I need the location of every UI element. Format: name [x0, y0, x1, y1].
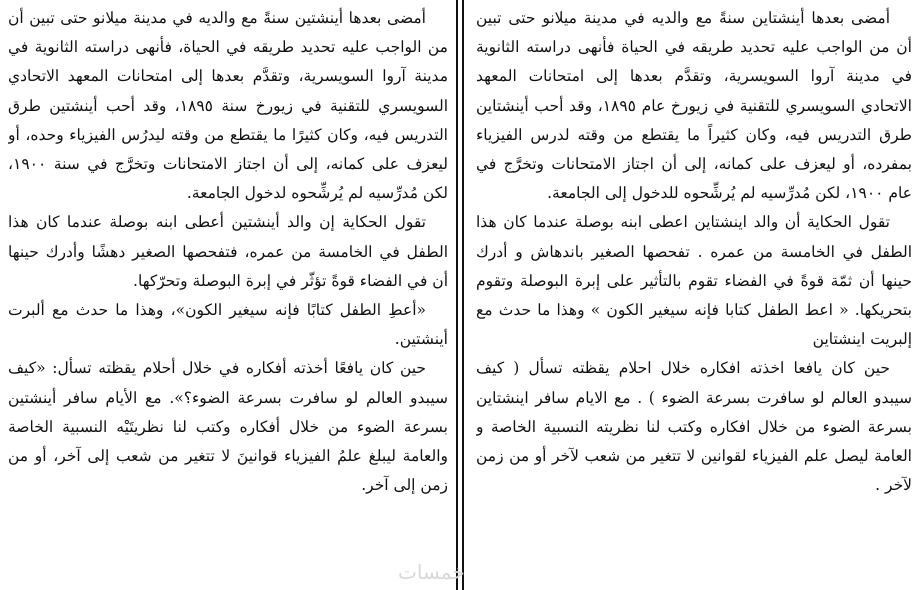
- left-paragraph-4: حين كان يافعًا أخذته أفكاره في خلال أحلام يقظته تسأل: «كيف سيبدو العالم لو سافرت بسرعة الضوء؟». مع الأيام سافر أينشتين بسرعة الضوء من خلال أفكاره وكتب لنا نظريتَيْه النسبية الخاصة والعامة ليبلغ علمُ الفيزياء قوانينَ لا تتغير من شعب إلى آخر، أو من زمن إلى آخر.: [8, 359, 448, 495]
- column-divider-left: [456, 0, 458, 590]
- right-text-column: [476, 4, 912, 590]
- right-paragraph-1: أمضى بعدها أينشتاين سنةً مع والديه في مدينة ميلانو حتى تبين أن من الواجب عليه تحديد طريقه في الحياة فأنهى دراسته الثانوية في مدينة آروا السويسرية، وتقدَّم بعدها إلى امتحانات المعهد الاتحادي السويسري للتقنية في زيورخ عام ١٨٩٥، وقد أحب أينشتاين طرق التدريس فيه، وكان كثيراً ما يقتطع من وقته لدرس الفيزياء بمفرده، أو ليعزف على كمانه، إلى أن اجتاز الامتحانات وتخرَّج في عام ١٩٠٠، لكن مُدرِّسيه لم يُرشِّحوه للدخول إلى الجامعة.: [476, 9, 912, 203]
- left-text-column: [8, 4, 448, 590]
- right-paragraph-3: حين كان يافعا اخذته افكاره خلال احلام يقظته تسأل ( كيف سيبدو العالم لو سافرت بسرعة الضوء ) . مع الايام سافر اينشتاين بسرعة الضوء من خلال افكاره وكتب لنا نظريته النسبية الخاصة و العامة ليصل علم الفيزياء لقوانين لا تتغير من شعب لآخر أو من زمن لآخر .: [476, 359, 912, 495]
- watermark-logo: خمسات: [398, 560, 465, 584]
- left-paragraph-3: «أعطِ الطفل كتابًا فإنه سيغير الكون»، وهذا ما حدث مع ألبرت أينشتين.: [8, 301, 448, 349]
- left-paragraph-1: أمضى بعدها أينشتين سنةً مع والديه في مدينة ميلانو حتى تبين أن من الواجب عليه تحديد طريقه في الحياة، فأنهى دراسته الثانوية في مدينة آروا السويسرية، وتقدَّم بعدها إلى امتحانات المعهد الاتحادي السويسري للتقنية في زيورخ سنة ١٨٩٥، وقد أحب أينشتين طرق التدريس فيه، وكان كثيرًا ما يقتطع من وقته ليدرُس الفيزياء وحده، أو ليعزف على كمانه، إلى أن اجتاز الامتحانات وتخرَّج في سنة ١٩٠٠، لكن مُدرِّسيه لم يُرشِّحوه لدخول الجامعة.: [8, 9, 448, 203]
- right-paragraph-2: تقول الحكاية أن والد اينشتاين اعطى ابنه بوصلة عندما كان هذا الطفل في الخامسة من عمره . تفحصها الصغير باندهاش و أدرك حينها أن ثمّة قوةً في الفضاء تقوم بالتأثير على إبرة البوصلة وتقوم بتحريكها. « اعط الطفل كتابا فإنه سيغير الكون » وهذا ما حدث مع إلبريت اينشتاين: [476, 213, 912, 349]
- left-paragraph-2: تقول الحكاية إن والد أينشتين أعطى ابنه بوصلة عندما كان هذا الطفل في الخامسة من عمره، فتفحصها الصغير دهشًا وأدرك حينها أن في الفضاء قوةً تؤثّر في إبرة البوصلة وتحرّكها.: [8, 213, 448, 290]
- column-divider-right: [462, 0, 464, 590]
